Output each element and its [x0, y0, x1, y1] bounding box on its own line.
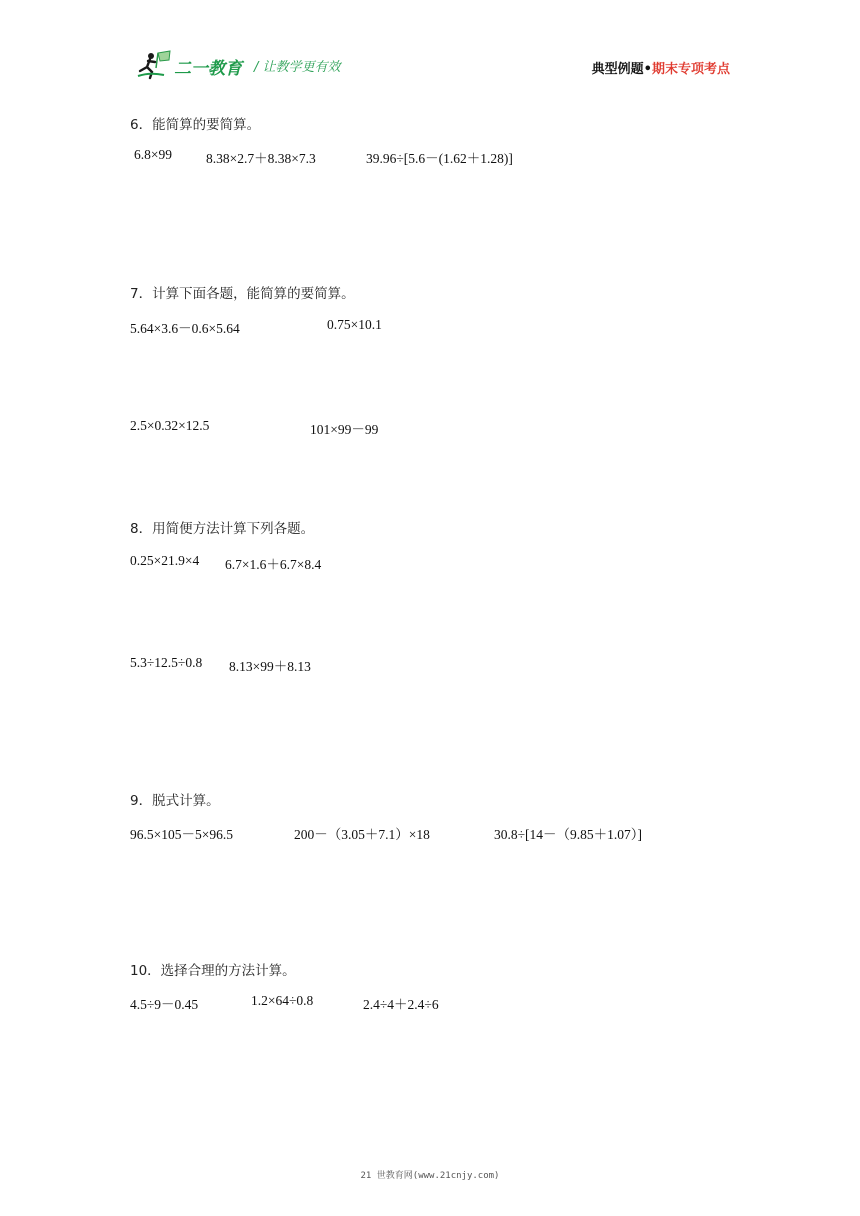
question-7-expr-2: 0.75×10.1: [327, 317, 382, 332]
question-8-expr-2: 6.7×1.6＋6.7×8.4: [225, 557, 322, 572]
logo-slogan: / 让教学更有效: [254, 60, 341, 75]
question-10-expr-2: 1.2×64÷0.8: [251, 993, 314, 1008]
header-title: [592, 58, 730, 77]
header-title-accent: 期末专项考点: [651, 62, 730, 77]
question-7-expr-1: 5.64×3.6－0.6×5.64: [130, 321, 240, 336]
question-9-expr-3: 30.8÷[14－（9.85＋1.07）]: [494, 827, 643, 842]
question-8-title: 8．用简便方法计算下列各题。: [130, 521, 315, 537]
question-10-expr-3: 2.4÷4＋2.4÷6: [363, 997, 439, 1012]
question-6-expr-3: 39.96÷[5.6－(1.62＋1.28)]: [366, 151, 513, 166]
question-6-expr-1: 6.8×99: [134, 147, 172, 162]
question-7-expr-3: 2.5×0.32×12.5: [130, 418, 210, 433]
question-9-title: 9．脱式计算。: [130, 793, 220, 809]
question-8-expr-4: 8.13×99＋8.13: [229, 659, 311, 674]
question-9-expr-2: 200－（3.05＋7.1）×18: [294, 827, 430, 842]
header-title-main: 典型例题•: [591, 62, 652, 77]
running-figure-with-flag-icon: [136, 50, 174, 80]
question-10-title: 10．选择合理的方法计算。: [130, 963, 296, 979]
question-9-expr-1: 96.5×105－5×96.5: [130, 827, 233, 842]
question-7-title: 7．计算下面各题，能简算的要简算。: [130, 286, 355, 302]
page-footer: 21 世教育网(www.21cnjy.com): [360, 1171, 500, 1181]
question-8-expr-3: 5.3÷12.5÷0.8: [130, 655, 203, 670]
question-6-title: 6．能简算的要简算。: [130, 117, 261, 133]
header-logo: [136, 50, 376, 82]
question-7-expr-4: 101×99－99: [310, 422, 379, 437]
logo-text: 二一教育: [174, 59, 242, 79]
question-8-expr-1: 0.25×21.9×4: [130, 553, 200, 568]
question-10-expr-1: 4.5÷9－0.45: [130, 997, 199, 1012]
question-6-expr-2: 8.38×2.7＋8.38×7.3: [206, 151, 316, 166]
